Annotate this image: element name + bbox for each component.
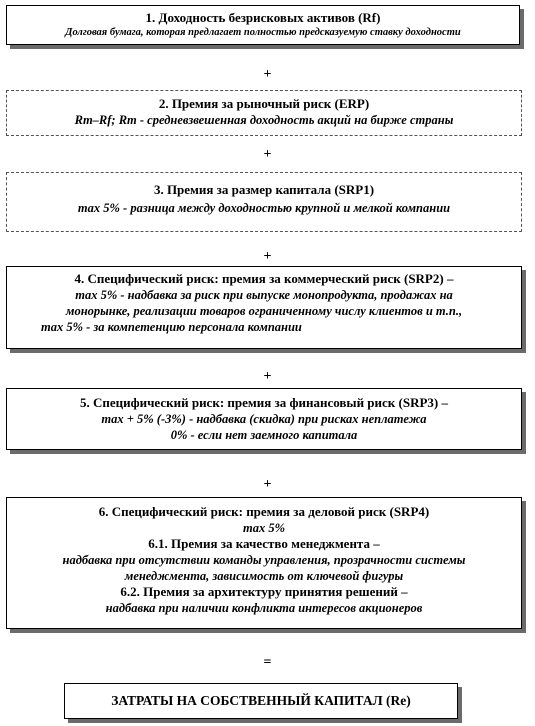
block-risk-free-rate <box>6 5 520 45</box>
result-label: ЗАТРАТЫ НА СОБСТВЕННЫЙ КАПИТАЛ (Re) <box>111 693 411 708</box>
block-4-line-2: монорынке, реализации товаров ограниченному числу клиентов и т.п., <box>65 304 463 318</box>
plus-operator-3: + <box>263 249 272 264</box>
block-6-line-1: max 5% <box>242 521 285 535</box>
equals-operator: = <box>263 655 272 670</box>
block-4-line-3: max 5% - за компетенцию персонала компании <box>41 320 302 334</box>
block-4-title: 4. Специфический риск: премия за коммерческий риск (SRP2) – <box>74 271 454 286</box>
block-1-line-1: Долговая бумага, которая предлагает полностью предсказуемую ставку доходности <box>65 27 461 38</box>
block-6-line-5: 6.2. Премия за архитектуру принятия решений – <box>120 584 408 599</box>
block-3-line-1: max 5% - разница между доходностью крупной и мелкой компании <box>77 201 451 215</box>
block-1-title: 1. Доходность безрисковых активов (Rf) <box>145 10 381 25</box>
plus-operator-1: + <box>263 67 272 82</box>
block-5-line-1: max + 5% (-3%) - надбавка (скидка) при рисках неплатежа <box>101 412 427 426</box>
plus-operator-4: + <box>263 369 272 384</box>
plus-operator-2: + <box>263 147 272 162</box>
block-6-line-3: надбавка при отсутствии команды управления, прозрачности системы <box>62 553 466 567</box>
block-financial-risk-premium <box>6 388 522 450</box>
block-commercial-risk-premium <box>6 266 522 349</box>
block-2-title: 2. Премия за рыночный риск (ERP) <box>158 96 370 111</box>
result-box <box>64 683 458 719</box>
block-market-risk-premium <box>6 90 522 136</box>
block-5-title: 5. Специфический риск: премия за финансовый риск (SRP3) – <box>79 395 449 410</box>
block-5-line-2: 0% - если нет заемного капитала <box>170 428 358 442</box>
block-6-line-4: менеджмента, зависимость от ключевой фигуры <box>124 569 404 583</box>
plus-operator-5: + <box>263 477 272 492</box>
block-4-line-1: max 5% - надбавка за риск при выпуске монопродукта, продажах на <box>75 288 453 302</box>
block-size-premium <box>6 172 522 232</box>
block-6-line-6: надбавка при наличии конфликта интересов акционеров <box>105 601 423 615</box>
block-3-title: 3. Премия за размер капитала (SRP1) <box>153 182 375 197</box>
block-business-risk-premium <box>6 497 522 629</box>
block-6-title: 6. Специфический риск: премия за деловой риск (SRP4) <box>98 504 430 519</box>
block-6-line-2: 6.1. Премия за качество менеджмента – <box>148 536 380 551</box>
block-2-line-1: Rm–Rf; Rm - средневзвешенная доходность акций на бирже страны <box>74 113 454 127</box>
